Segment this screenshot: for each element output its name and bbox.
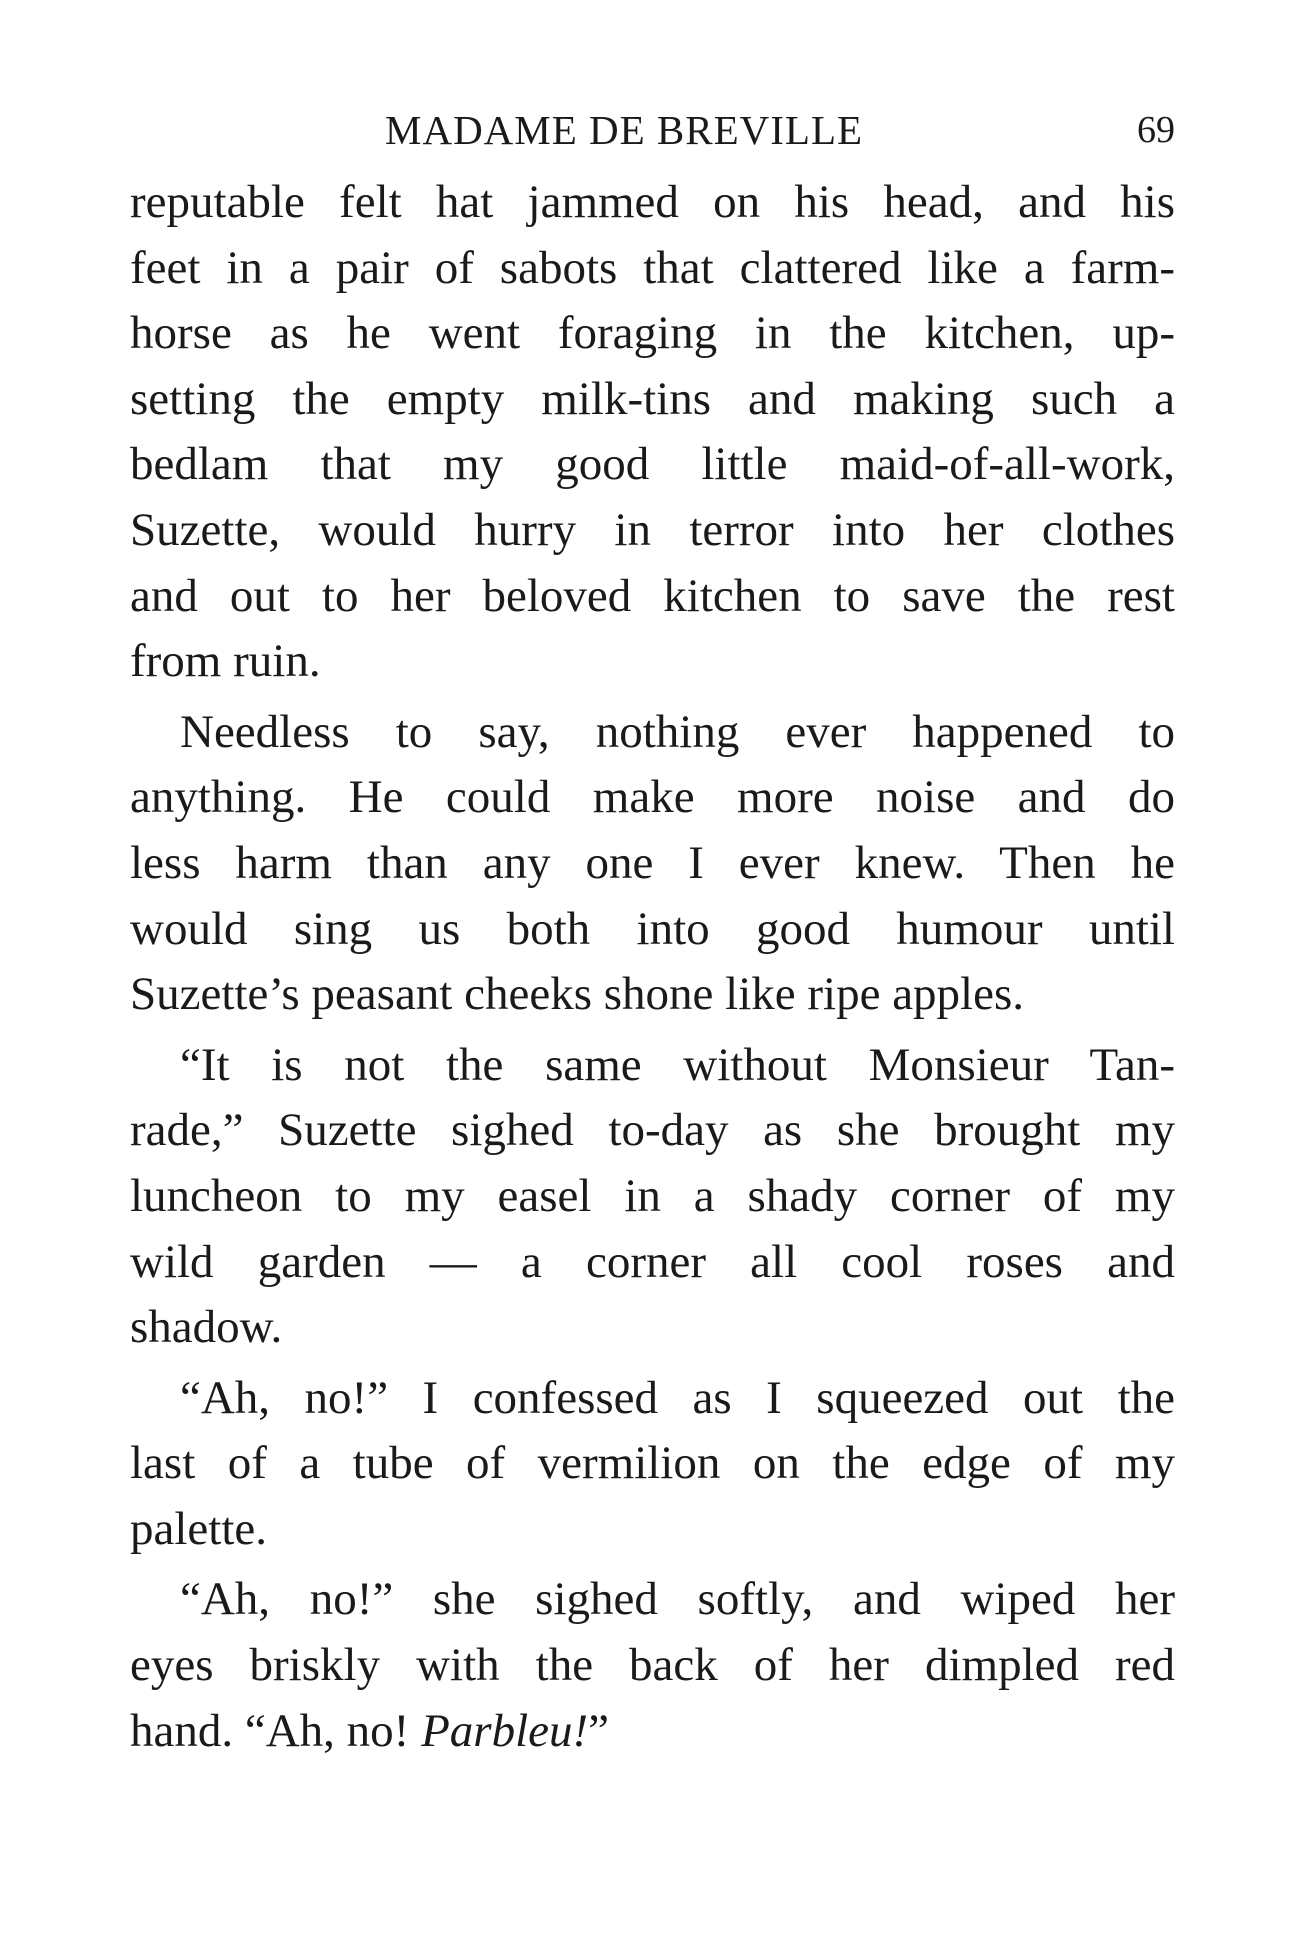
text-line: and out to her beloved kitchen to save the rest xyxy=(130,569,1175,622)
running-head xyxy=(130,100,1175,160)
page-number: 69 xyxy=(1137,109,1175,151)
text-line: palette. xyxy=(130,1502,268,1555)
text-line: “Ah, no!” I confessed as I squeezed out the xyxy=(180,1371,1175,1424)
text-line: Suzette, would hurry in terror into her clothes xyxy=(130,503,1175,556)
text-line: “It is not the same without Monsieur Tan- xyxy=(180,1038,1175,1091)
text-line: shadow. xyxy=(130,1301,283,1354)
text-line: anything. He could make more noise and do xyxy=(130,771,1175,824)
text-line: last of a tube of vermilion on the edge of my xyxy=(130,1437,1175,1490)
text-line: “Ah, no!” she sighed softly, and wiped her xyxy=(180,1573,1175,1626)
text-line xyxy=(130,1699,1175,1765)
text-line: Needless to say, nothing ever happened to xyxy=(180,705,1175,758)
text-line: horse as he went foraging in the kitchen, up- xyxy=(130,307,1175,360)
text-line: less harm than any one I ever knew. Then he xyxy=(130,836,1175,889)
text-line: Suzette’s peasant cheeks shone like ripe apples. xyxy=(130,968,1025,1021)
text-line: luncheon to my easel in a shady corner of my xyxy=(130,1169,1175,1222)
running-title: MADAME DE BREVILLE xyxy=(385,107,864,153)
text-line: wild garden — a corner all cool roses and xyxy=(130,1235,1175,1288)
text-segment: hand. “Ah, no! xyxy=(130,1704,422,1757)
italic-exclamation: Parbleu! xyxy=(421,1704,589,1757)
text-line: from ruin. xyxy=(130,635,321,688)
text-line: rade,” Suzette sighed to-day as she brought my xyxy=(130,1104,1175,1157)
text-line: would sing us both into good humour until xyxy=(130,902,1175,955)
text-line: feet in a pair of sabots that clattered like a farm- xyxy=(130,241,1175,294)
text-line: setting the empty milk-tins and making such a xyxy=(130,372,1175,425)
text-line: bedlam that my good little maid-of-all-work, xyxy=(130,438,1175,491)
text-line: eyes briskly with the back of her dimpled red xyxy=(130,1639,1175,1692)
closing-quote: ” xyxy=(588,1704,610,1757)
text-line: reputable felt hat jammed on his head, and his xyxy=(130,176,1175,228)
body-text xyxy=(130,170,1175,1764)
